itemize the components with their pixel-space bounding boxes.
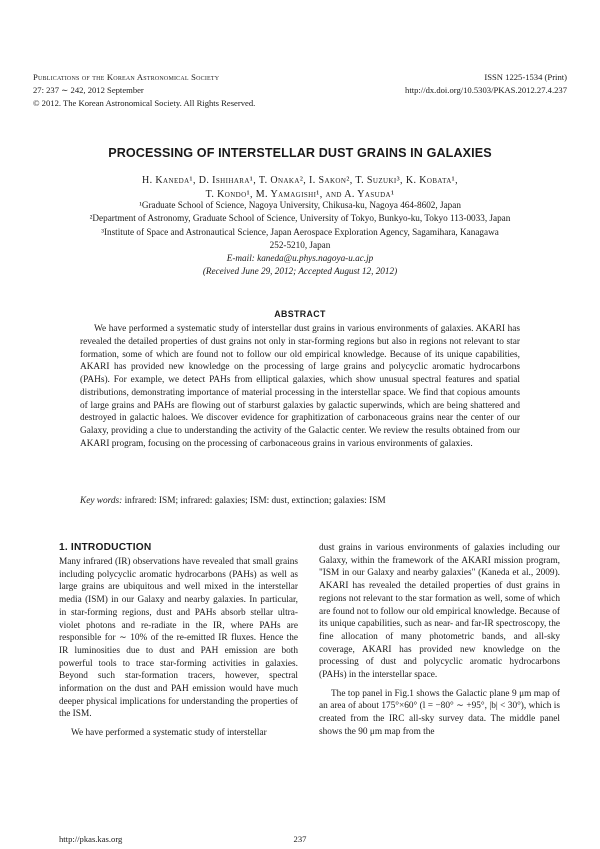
affiliation-2: ²Department of Astronomy, Graduate School of Science, University of Tokyo, Bunkyo-ku, Tokyo 113-0033, Japan <box>89 213 511 224</box>
affiliations <box>0 199 600 279</box>
paper-title: PROCESSING OF INTERSTELLAR DUST GRAINS IN GALAXIES <box>108 146 492 160</box>
affiliation-3: ³Institute of Space and Astronautical Science, Japan Aerospace Exploration Agency, Sagamihara, Kanagawa <box>101 226 499 237</box>
author-list <box>0 174 600 201</box>
journal-identifiers <box>405 71 567 97</box>
issn: ISSN 1225-1534 (Print) <box>484 72 567 82</box>
column-right <box>319 542 560 739</box>
received-dates: (Received June 29, 2012; Accepted August 12, 2012) <box>202 266 398 277</box>
intro-paragraph-1: Many infrared (IR) observations have revealed that small grains including polycyclic aromatic hydrocarbons (PAHs) as well as large grains are ubiquitous and well mixed in the interstellar media (ISM) in our Galaxy and nearby galaxies. In particular, in star-forming regions, dust and PAHs absorb stellar ultra-violet photons and re-radiate in the IR, where PAHs are responsible for ∼ 10% of the re-emitted IR fluxes. Hence the IR luminosities due to dust and PAH emission are both powerful tools to trace star-forming activities in galaxies. Beyond such star-formation tracers, however, spectral information on the dust and PAH emission would have much deeper physical implications for understanding the properties of the ISM. <box>59 557 298 720</box>
affiliation-3-cont: 252-5210, Japan <box>269 239 331 250</box>
footer-url[interactable]: http://pkas.kas.org <box>59 834 123 844</box>
abstract-text: We have performed a systematic study of interstellar dust grains in various environments of galaxies. AKARI has revealed the detailed properties of dust grains not only in star-forming regions but also in regions not relevant to star formation, some of which are found not to follow our old empirical knowledge. Because of its unique capabilities, AKARI has provided new knowledge on the processing of large grains and polycyclic aromatic hydrocarbons (PAHs). For example, we detect PAHs from elliptical galaxies, which show unusual spectral features and spatial distributions, demonstrating importance of material processing in the interstellar space. We find that copious amounts of large grains and PAHs are flowing out of starburst galaxies by galactic superwinds, which are being shattered and destroyed in galactic haloes. We discover evidence for graphitization of carbonaceous grains near the center of our Galaxy, providing a clue to understanding the activity of the Galactic center. We review the results obtained from our AKARI program, focusing on the processing of carbonaceous grains in various environments of galaxies. <box>80 324 520 449</box>
affiliation-1: ¹Graduate School of Science, Nagoya University, Chikusa-ku, Nagoya 464-8602, Japan <box>139 200 461 210</box>
keywords <box>80 495 520 508</box>
authors-line-2: T. Kondo¹, M. Yamagishi¹, and A. Yasuda¹ <box>205 188 395 200</box>
email: E-mail: kaneda@u.phys.nagoya-u.ac.jp <box>226 253 374 264</box>
page-number: 237 <box>293 834 307 844</box>
doi-link[interactable]: http://dx.doi.org/10.5303/PKAS.2012.27.4.237 <box>405 85 567 95</box>
keywords-label: Key words: <box>80 496 123 506</box>
journal-header <box>33 71 255 110</box>
intro-paragraph-4: The top panel in Fig.1 shows the Galactic plane 9 μm map of an area of about 175°×60° (l = −80° ∼ +95°, |b| < 30°), which is created from the IRC all-sky survey data. The middle panel shows the 90 μm map from the <box>319 688 560 737</box>
intro-paragraph-3: dust grains in various environments of galaxies including our Galaxy, within the framework of the AKARI mission program, "ISM in our Galaxy and nearby galaxies" (Kaneda et al., 2009). AKARI has revealed the detailed properties of dust grains in regions not relevant to the star formation as well, some of which are found not to follow our old empirical knowledge. Because of its unique capabilities, such as near- and far-IR spectroscopy, the fine allocation of many photometric bands, and all-sky coverage, AKARI has provided new knowledge on the processing of dust and polycyclic aromatic hydrocarbons (PAHs) in the interstellar space. <box>319 543 560 681</box>
copyright-line: © 2012. The Korean Astronomical Society. All Rights Reserved. <box>33 98 256 108</box>
keywords-list: infrared: ISM; infrared: galaxies; ISM: dust, extinction; galaxies: ISM <box>124 496 386 506</box>
intro-paragraph-2: We have performed a systematic study of interstellar <box>71 728 267 739</box>
journal-name: Publications of the Korean Astronomical Society <box>33 72 220 82</box>
authors-line-1: H. Kaneda¹, D. Ishihara¹, T. Onaka², I. Sakon², T. Suzuki³, K. Kobata¹, <box>142 175 458 186</box>
section-heading: 1. INTRODUCTION <box>59 542 152 553</box>
column-left <box>59 556 298 740</box>
volume-line: 27: 237 ∼ 242, 2012 September <box>33 85 144 95</box>
abstract-heading: ABSTRACT <box>274 309 326 319</box>
